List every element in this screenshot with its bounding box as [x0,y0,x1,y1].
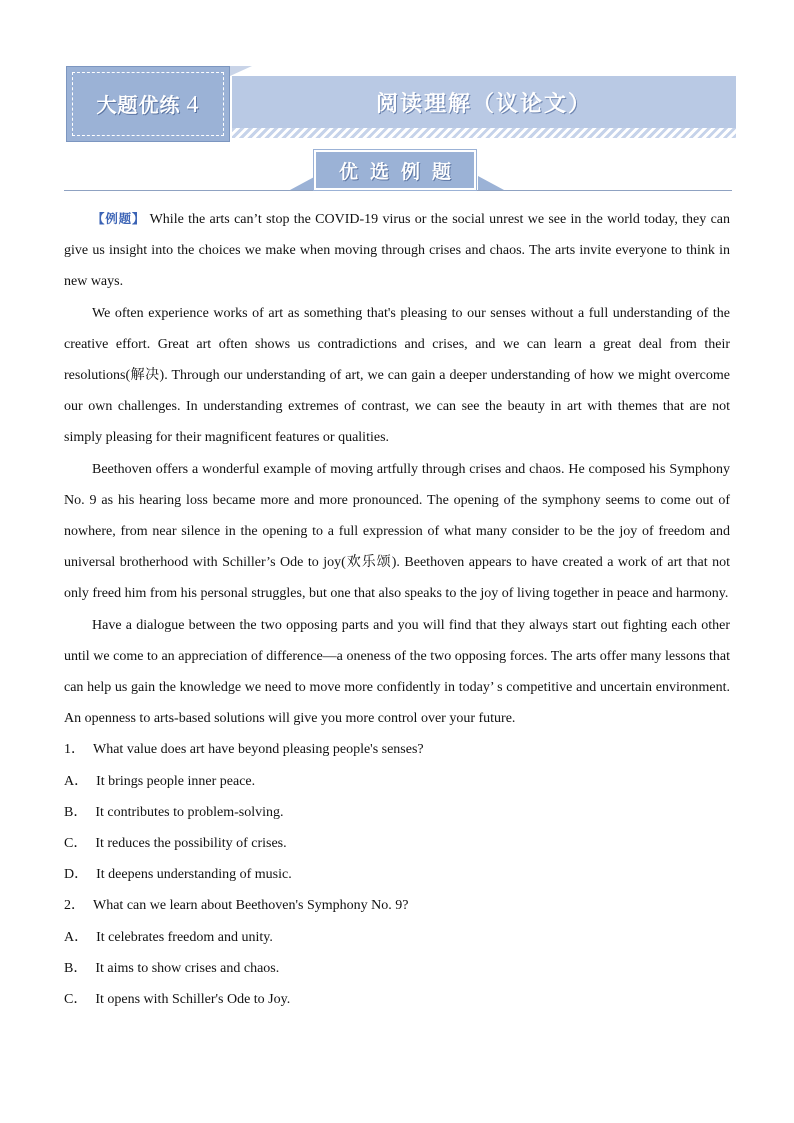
page-title: 阅读理解（议论文） [375,91,592,117]
passage-paragraph-4: Have a dialogue between the two opposing parts and you will find that they always start out fighting each other until we come to an appreciation of difference—a oneness of the two opposing forces. The arts offer many lessons that can help us gain the knowledge we need to move more confidently in today’ s competitive and uncertain environment. An openness to arts-based solutions will give you more control over your future. [64,617,730,727]
page-title-bar [232,76,736,128]
passage-paragraph-1: 【例题】 While the arts can’t stop the COVID-19 virus or the social unrest we see in the world today, they can give us insight into the choices we make when moving through crises and chaos. The arts invite everyone to think in new ways. [64,211,730,290]
decorative-stripes [232,128,736,138]
question-2-option-b[interactable]: B． It aims to show crises and chaos. [64,960,280,976]
passage-paragraph-3: Beethoven offers a wonderful example of moving artfully through crises and chaos. He composed his Symphony No. 9 as his hearing loss became more and more pronounced. The opening of the symphony seems to come out of nowhere, from near silence in the opening to a full expression of what many consider to be the joy of freedom and universal brotherhood with Schiller’s Ode to joy(欢乐颂). Beethoven appears to have created a work of art that not only freed him from his personal struggles, but one that also speaks to the joy of living together in peace and harmony. [64,461,730,602]
divider [64,190,732,191]
question-1-option-d[interactable]: D． It deepens understanding of music. [64,867,292,883]
tag-label: 大题优练 4 [96,92,200,118]
tag-number: 4 [186,92,200,118]
question-2-option-a[interactable]: A． It celebrates freedom and unity. [64,929,273,945]
question-1-option-b[interactable]: B． It contributes to problem-solving. [64,804,284,820]
passage-content [64,203,730,1015]
section-badge [314,150,476,190]
header-banner [66,66,736,144]
section-tag [66,66,230,142]
question-1-option-a[interactable]: A． It brings people inner peace. [64,773,256,789]
question-2: 2． What can we learn about Beethoven's Symphony No. 9? [64,898,409,914]
passage-paragraph-2: We often experience works of art as something that's pleasing to our senses without a full understanding of the creative effort. Great art often shows us contradictions and crises, and we can learn a great deal from their resolutions(解决). Through our understanding of art, we can gain a deeper understanding of how we might overcome our own challenges. In understanding extremes of contrast, we can see the beauty in art with themes that are not simply pleasing for their magnificent features or qualities. [64,305,730,446]
example-label: 【例题】 [92,211,146,226]
question-1-option-c[interactable]: C． It reduces the possibility of crises. [64,836,287,852]
question-1: 1． What value does art have beyond pleasing people's senses? [64,742,424,758]
question-2-option-c[interactable]: C． It opens with Schiller's Ode to Joy. [64,992,291,1008]
section-badge-label: 优选例题 [338,160,463,183]
